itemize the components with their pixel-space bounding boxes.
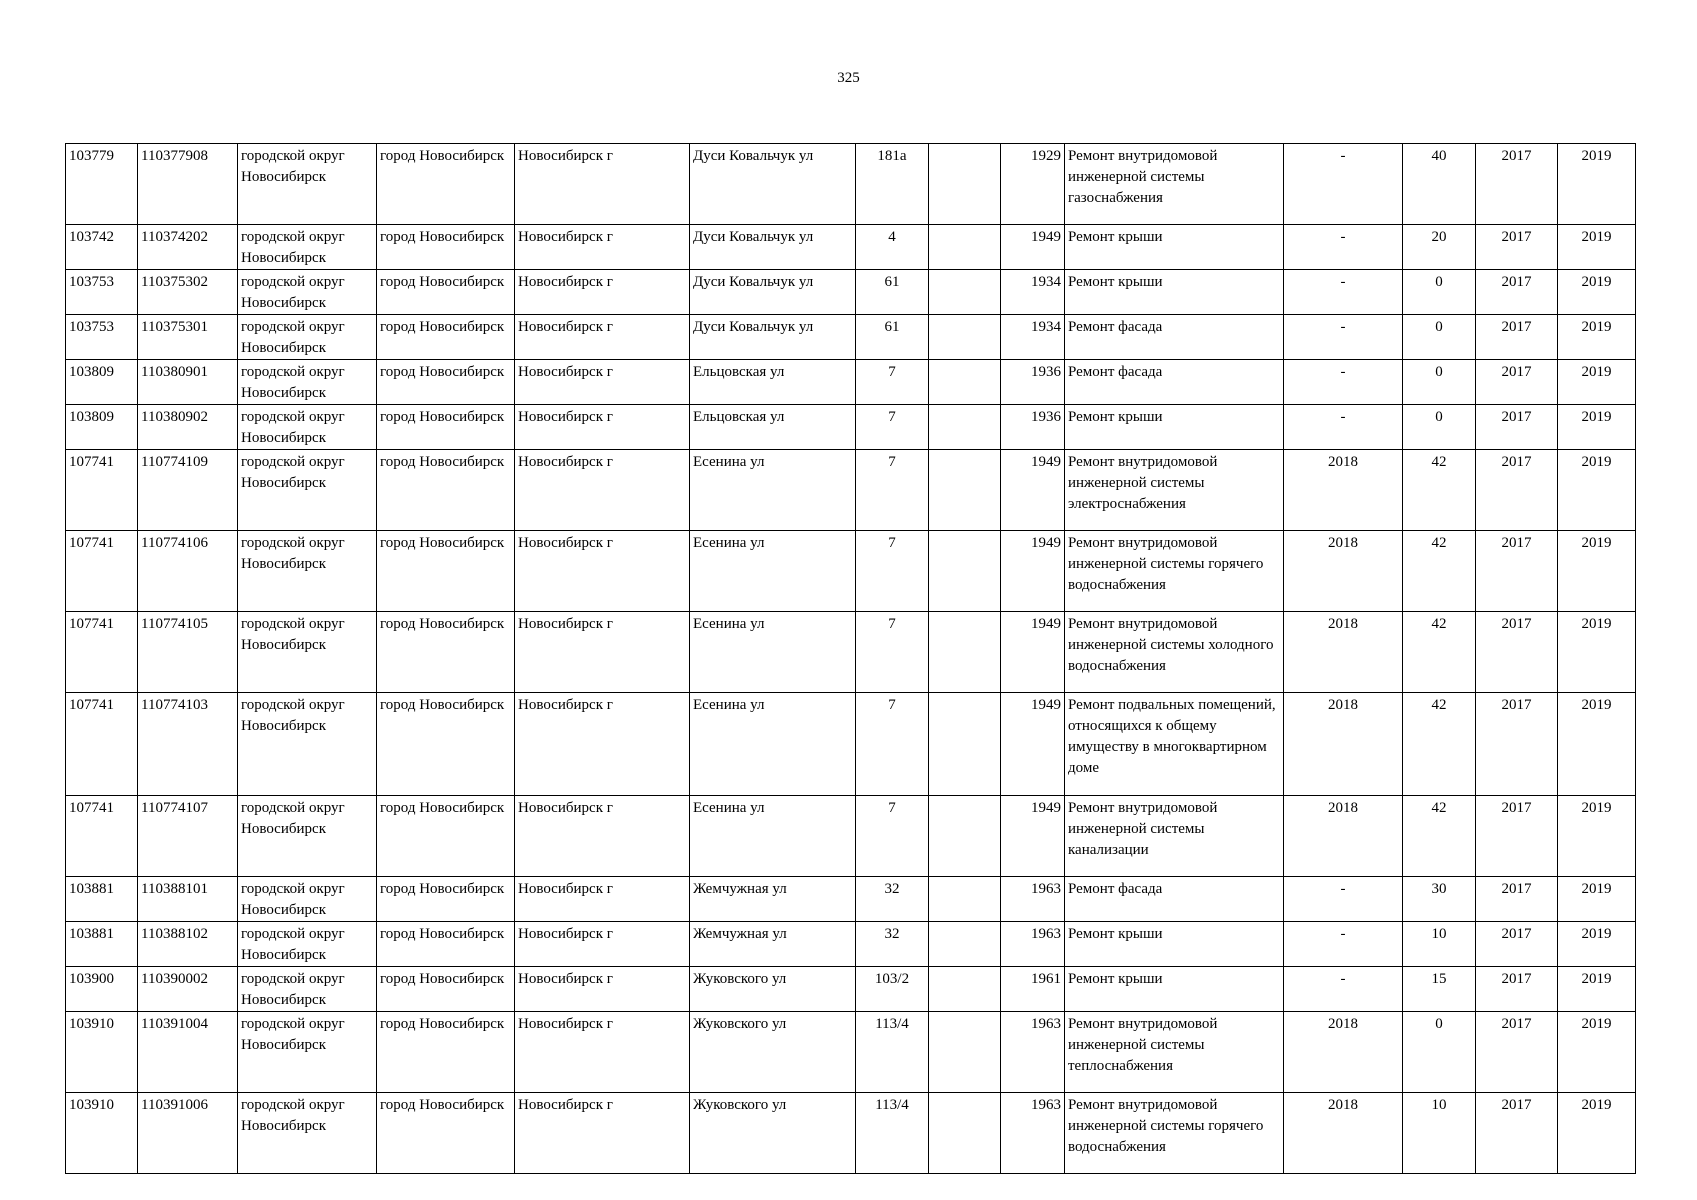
- cell-settlement: город Новосибирск: [377, 922, 515, 967]
- cell-wear: 20: [1403, 225, 1476, 270]
- cell-street: Жуковского ул: [690, 1093, 856, 1174]
- cell-building: [929, 877, 1001, 922]
- cell-settlement: город Новосибирск: [377, 877, 515, 922]
- cell-id: 103809: [66, 360, 138, 405]
- cell-wear: 40: [1403, 144, 1476, 225]
- cell-last-repair: -: [1284, 225, 1403, 270]
- cell-work-type: Ремонт фасада: [1065, 360, 1284, 405]
- cell-year-built: 1949: [1001, 531, 1065, 612]
- cell-plan-start: 2017: [1476, 796, 1558, 877]
- cell-plan-end: 2019: [1558, 612, 1636, 693]
- cell-id: 107741: [66, 612, 138, 693]
- cell-settlement: город Новосибирск: [377, 450, 515, 531]
- cell-wear: 0: [1403, 405, 1476, 450]
- cell-work-type: Ремонт внутридомовой инженерной системы горячего водоснабжения: [1065, 1093, 1284, 1174]
- cell-plan-start: 2017: [1476, 922, 1558, 967]
- cell-plan-end: 2019: [1558, 225, 1636, 270]
- table-row: [66, 796, 1636, 877]
- cell-street: Жуковского ул: [690, 1012, 856, 1093]
- cell-house: 7: [856, 360, 929, 405]
- cell-id: 107741: [66, 693, 138, 796]
- cell-building: [929, 225, 1001, 270]
- cell-settlement: город Новосибирск: [377, 144, 515, 225]
- cell-locality: Новосибирск г: [515, 1093, 690, 1174]
- cell-plan-start: 2017: [1476, 1012, 1558, 1093]
- cell-house: 181а: [856, 144, 929, 225]
- cell-year-built: 1949: [1001, 450, 1065, 531]
- cell-work-type: Ремонт крыши: [1065, 922, 1284, 967]
- table-row: [66, 922, 1636, 967]
- cell-wear: 0: [1403, 315, 1476, 360]
- cell-plan-start: 2017: [1476, 1093, 1558, 1174]
- cell-plan-start: 2017: [1476, 144, 1558, 225]
- table-row: [66, 531, 1636, 612]
- cell-street: Есенина ул: [690, 450, 856, 531]
- cell-house: 7: [856, 531, 929, 612]
- cell-wear: 42: [1403, 450, 1476, 531]
- cell-wear: 42: [1403, 796, 1476, 877]
- cell-building: [929, 270, 1001, 315]
- cell-id: 107741: [66, 450, 138, 531]
- cell-plan-start: 2017: [1476, 877, 1558, 922]
- cell-last-repair: -: [1284, 405, 1403, 450]
- cell-street: Жемчужная ул: [690, 922, 856, 967]
- cell-municipality: городской округ Новосибирск: [238, 360, 377, 405]
- cell-municipality: городской округ Новосибирск: [238, 270, 377, 315]
- table-row: [66, 225, 1636, 270]
- cell-plan-start: 2017: [1476, 967, 1558, 1012]
- cell-building: [929, 450, 1001, 531]
- cell-work-type: Ремонт внутридомовой инженерной системы теплоснабжения: [1065, 1012, 1284, 1093]
- cell-settlement: город Новосибирск: [377, 1012, 515, 1093]
- cell-year-built: 1963: [1001, 877, 1065, 922]
- cell-plan-start: 2017: [1476, 531, 1558, 612]
- cell-wear: 0: [1403, 270, 1476, 315]
- cell-year-built: 1949: [1001, 693, 1065, 796]
- cell-house: 7: [856, 693, 929, 796]
- cell-settlement: город Новосибирск: [377, 693, 515, 796]
- cell-street: Есенина ул: [690, 693, 856, 796]
- cell-work-type: Ремонт подвальных помещений, относящихся к общему имуществу в многоквартирном доме: [1065, 693, 1284, 796]
- cell-id: 103779: [66, 144, 138, 225]
- cell-year-built: 1961: [1001, 967, 1065, 1012]
- cell-wear: 10: [1403, 922, 1476, 967]
- cell-year-built: 1936: [1001, 360, 1065, 405]
- cell-work-type: Ремонт внутридомовой инженерной системы канализации: [1065, 796, 1284, 877]
- cell-locality: Новосибирск г: [515, 967, 690, 1012]
- table-row: [66, 144, 1636, 225]
- cell-wear: 30: [1403, 877, 1476, 922]
- repair-program-table: [65, 143, 1636, 1174]
- cell-street: Дуси Ковальчук ул: [690, 144, 856, 225]
- cell-code: 110375301: [138, 315, 238, 360]
- cell-year-built: 1949: [1001, 225, 1065, 270]
- cell-municipality: городской округ Новосибирск: [238, 144, 377, 225]
- cell-code: 110774105: [138, 612, 238, 693]
- cell-plan-end: 2019: [1558, 1093, 1636, 1174]
- cell-building: [929, 693, 1001, 796]
- cell-street: Ельцовская ул: [690, 405, 856, 450]
- cell-locality: Новосибирск г: [515, 796, 690, 877]
- cell-locality: Новосибирск г: [515, 360, 690, 405]
- cell-work-type: Ремонт фасада: [1065, 315, 1284, 360]
- cell-plan-start: 2017: [1476, 450, 1558, 531]
- cell-plan-end: 2019: [1558, 922, 1636, 967]
- table-row: [66, 1012, 1636, 1093]
- cell-year-built: 1963: [1001, 1093, 1065, 1174]
- cell-plan-end: 2019: [1558, 796, 1636, 877]
- cell-year-built: 1949: [1001, 612, 1065, 693]
- cell-locality: Новосибирск г: [515, 922, 690, 967]
- cell-last-repair: -: [1284, 144, 1403, 225]
- table-row: [66, 405, 1636, 450]
- table-row: [66, 450, 1636, 531]
- cell-code: 110391004: [138, 1012, 238, 1093]
- cell-plan-start: 2017: [1476, 315, 1558, 360]
- cell-locality: Новосибирск г: [515, 693, 690, 796]
- cell-house: 113/4: [856, 1012, 929, 1093]
- table-row: [66, 1093, 1636, 1174]
- cell-work-type: Ремонт крыши: [1065, 405, 1284, 450]
- cell-wear: 10: [1403, 1093, 1476, 1174]
- cell-year-built: 1936: [1001, 405, 1065, 450]
- cell-municipality: городской округ Новосибирск: [238, 450, 377, 531]
- cell-code: 110391006: [138, 1093, 238, 1174]
- cell-building: [929, 922, 1001, 967]
- cell-settlement: город Новосибирск: [377, 1093, 515, 1174]
- cell-house: 32: [856, 877, 929, 922]
- cell-locality: Новосибирск г: [515, 144, 690, 225]
- cell-code: 110388102: [138, 922, 238, 967]
- cell-code: 110774107: [138, 796, 238, 877]
- cell-last-repair: 2018: [1284, 796, 1403, 877]
- cell-year-built: 1929: [1001, 144, 1065, 225]
- cell-municipality: городской округ Новосибирск: [238, 315, 377, 360]
- cell-locality: Новосибирск г: [515, 315, 690, 360]
- cell-code: 110380901: [138, 360, 238, 405]
- cell-work-type: Ремонт внутридомовой инженерной системы газоснабжения: [1065, 144, 1284, 225]
- table-row: [66, 693, 1636, 796]
- cell-last-repair: 2018: [1284, 693, 1403, 796]
- cell-municipality: городской округ Новосибирск: [238, 612, 377, 693]
- cell-house: 7: [856, 450, 929, 531]
- cell-year-built: 1934: [1001, 270, 1065, 315]
- cell-code: 110388101: [138, 877, 238, 922]
- cell-plan-start: 2017: [1476, 270, 1558, 315]
- cell-building: [929, 360, 1001, 405]
- cell-id: 103753: [66, 270, 138, 315]
- cell-building: [929, 144, 1001, 225]
- cell-street: Жемчужная ул: [690, 877, 856, 922]
- cell-building: [929, 612, 1001, 693]
- table-row: [66, 360, 1636, 405]
- cell-municipality: городской округ Новосибирск: [238, 967, 377, 1012]
- cell-id: 103910: [66, 1012, 138, 1093]
- cell-last-repair: -: [1284, 360, 1403, 405]
- cell-last-repair: 2018: [1284, 531, 1403, 612]
- cell-building: [929, 531, 1001, 612]
- cell-street: Дуси Ковальчук ул: [690, 225, 856, 270]
- cell-locality: Новосибирск г: [515, 270, 690, 315]
- cell-plan-end: 2019: [1558, 315, 1636, 360]
- cell-plan-end: 2019: [1558, 877, 1636, 922]
- cell-locality: Новосибирск г: [515, 877, 690, 922]
- cell-settlement: город Новосибирск: [377, 405, 515, 450]
- cell-id: 103809: [66, 405, 138, 450]
- cell-plan-start: 2017: [1476, 612, 1558, 693]
- cell-locality: Новосибирск г: [515, 531, 690, 612]
- cell-work-type: Ремонт крыши: [1065, 967, 1284, 1012]
- table-row: [66, 315, 1636, 360]
- cell-house: 7: [856, 612, 929, 693]
- cell-work-type: Ремонт внутридомовой инженерной системы электроснабжения: [1065, 450, 1284, 531]
- cell-house: 4: [856, 225, 929, 270]
- cell-locality: Новосибирск г: [515, 450, 690, 531]
- cell-plan-end: 2019: [1558, 531, 1636, 612]
- cell-last-repair: -: [1284, 270, 1403, 315]
- cell-last-repair: -: [1284, 315, 1403, 360]
- cell-code: 110374202: [138, 225, 238, 270]
- cell-building: [929, 315, 1001, 360]
- cell-municipality: городской округ Новосибирск: [238, 225, 377, 270]
- cell-settlement: город Новосибирск: [377, 967, 515, 1012]
- cell-settlement: город Новосибирск: [377, 531, 515, 612]
- cell-code: 110774106: [138, 531, 238, 612]
- cell-settlement: город Новосибирск: [377, 270, 515, 315]
- cell-plan-end: 2019: [1558, 270, 1636, 315]
- cell-code: 110375302: [138, 270, 238, 315]
- cell-work-type: Ремонт крыши: [1065, 225, 1284, 270]
- cell-code: 110774103: [138, 693, 238, 796]
- cell-id: 103742: [66, 225, 138, 270]
- table-row: [66, 612, 1636, 693]
- cell-building: [929, 796, 1001, 877]
- cell-settlement: город Новосибирск: [377, 796, 515, 877]
- cell-wear: 42: [1403, 693, 1476, 796]
- cell-plan-start: 2017: [1476, 360, 1558, 405]
- cell-building: [929, 967, 1001, 1012]
- cell-house: 103/2: [856, 967, 929, 1012]
- cell-id: 103900: [66, 967, 138, 1012]
- cell-work-type: Ремонт крыши: [1065, 270, 1284, 315]
- cell-locality: Новосибирск г: [515, 405, 690, 450]
- page-number: 325: [837, 70, 860, 86]
- cell-id: 107741: [66, 531, 138, 612]
- cell-settlement: город Новосибирск: [377, 225, 515, 270]
- cell-year-built: 1963: [1001, 1012, 1065, 1093]
- cell-house: 7: [856, 796, 929, 877]
- table-row: [66, 877, 1636, 922]
- cell-code: 110390002: [138, 967, 238, 1012]
- cell-year-built: 1949: [1001, 796, 1065, 877]
- cell-house: 61: [856, 315, 929, 360]
- cell-plan-start: 2017: [1476, 225, 1558, 270]
- cell-work-type: Ремонт внутридомовой инженерной системы холодного водоснабжения: [1065, 612, 1284, 693]
- cell-id: 103881: [66, 922, 138, 967]
- cell-street: Жуковского ул: [690, 967, 856, 1012]
- cell-id: 103753: [66, 315, 138, 360]
- cell-locality: Новосибирск г: [515, 1012, 690, 1093]
- cell-municipality: городской округ Новосибирск: [238, 877, 377, 922]
- cell-plan-end: 2019: [1558, 1012, 1636, 1093]
- cell-year-built: 1963: [1001, 922, 1065, 967]
- table-row: [66, 967, 1636, 1012]
- cell-code: 110380902: [138, 405, 238, 450]
- cell-building: [929, 405, 1001, 450]
- cell-id: 107741: [66, 796, 138, 877]
- cell-street: Есенина ул: [690, 612, 856, 693]
- cell-settlement: город Новосибирск: [377, 315, 515, 360]
- cell-last-repair: 2018: [1284, 1012, 1403, 1093]
- cell-wear: 15: [1403, 967, 1476, 1012]
- cell-municipality: городской округ Новосибирск: [238, 1093, 377, 1174]
- cell-municipality: городской округ Новосибирск: [238, 1012, 377, 1093]
- cell-last-repair: 2018: [1284, 612, 1403, 693]
- cell-last-repair: -: [1284, 922, 1403, 967]
- cell-last-repair: 2018: [1284, 1093, 1403, 1174]
- table-row: [66, 270, 1636, 315]
- cell-year-built: 1934: [1001, 315, 1065, 360]
- cell-house: 32: [856, 922, 929, 967]
- cell-work-type: Ремонт фасада: [1065, 877, 1284, 922]
- cell-plan-end: 2019: [1558, 144, 1636, 225]
- cell-house: 113/4: [856, 1093, 929, 1174]
- cell-wear: 42: [1403, 531, 1476, 612]
- cell-wear: 0: [1403, 1012, 1476, 1093]
- cell-municipality: городской округ Новосибирск: [238, 693, 377, 796]
- cell-plan-end: 2019: [1558, 405, 1636, 450]
- cell-code: 110774109: [138, 450, 238, 531]
- cell-locality: Новосибирск г: [515, 612, 690, 693]
- cell-plan-end: 2019: [1558, 360, 1636, 405]
- cell-street: Ельцовская ул: [690, 360, 856, 405]
- cell-locality: Новосибирск г: [515, 225, 690, 270]
- cell-last-repair: -: [1284, 877, 1403, 922]
- cell-street: Дуси Ковальчук ул: [690, 315, 856, 360]
- cell-plan-start: 2017: [1476, 693, 1558, 796]
- cell-work-type: Ремонт внутридомовой инженерной системы горячего водоснабжения: [1065, 531, 1284, 612]
- cell-municipality: городской округ Новосибирск: [238, 531, 377, 612]
- cell-street: Есенина ул: [690, 796, 856, 877]
- cell-street: Есенина ул: [690, 531, 856, 612]
- cell-street: Дуси Ковальчук ул: [690, 270, 856, 315]
- cell-municipality: городской округ Новосибирск: [238, 796, 377, 877]
- cell-municipality: городской округ Новосибирск: [238, 405, 377, 450]
- cell-building: [929, 1093, 1001, 1174]
- cell-settlement: город Новосибирск: [377, 612, 515, 693]
- cell-settlement: город Новосибирск: [377, 360, 515, 405]
- cell-last-repair: -: [1284, 967, 1403, 1012]
- cell-wear: 0: [1403, 360, 1476, 405]
- cell-wear: 42: [1403, 612, 1476, 693]
- cell-id: 103881: [66, 877, 138, 922]
- cell-plan-end: 2019: [1558, 450, 1636, 531]
- cell-last-repair: 2018: [1284, 450, 1403, 531]
- cell-house: 61: [856, 270, 929, 315]
- cell-plan-end: 2019: [1558, 693, 1636, 796]
- cell-code: 110377908: [138, 144, 238, 225]
- cell-plan-end: 2019: [1558, 967, 1636, 1012]
- cell-house: 7: [856, 405, 929, 450]
- cell-building: [929, 1012, 1001, 1093]
- cell-plan-start: 2017: [1476, 405, 1558, 450]
- cell-id: 103910: [66, 1093, 138, 1174]
- cell-municipality: городской округ Новосибирск: [238, 922, 377, 967]
